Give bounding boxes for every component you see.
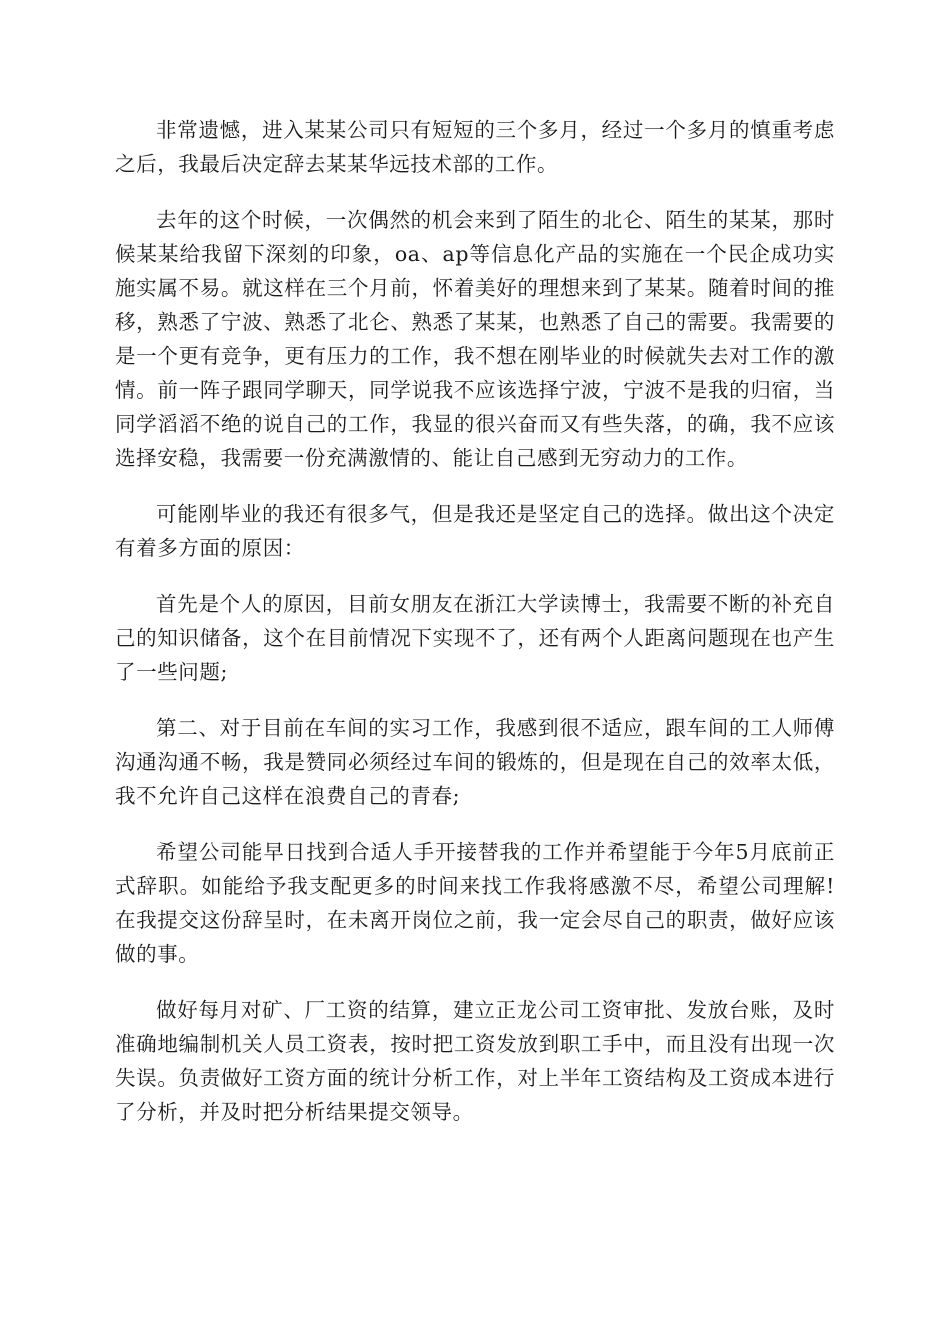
paragraph-2: 去年的这个时候，一次偶然的机会来到了陌生的北仑、陌生的某某，那时候某某给我留下深刻的印象，oa、ap等信息化产品的实施在一个民企成功实施实属不易。就这样在三个月前，怀着美好的理想来到了某某。随着时间的推移，熟悉了宁波、熟悉了北仑、熟悉了某某，也熟悉了自己的需要。我需要的是一个更有竞争，更有压力的工作，我不想在刚毕业的时候就失去对工作的激情。前一阵子跟同学聊天，同学说我不应该选择宁波，宁波不是我的归宿，当同学滔滔不绝的说自己的工作，我显的很兴奋而又有些失落，的确，我不应该选择安稳，我需要一份充满激情的、能让自己感到无穷动力的工作。 — [115, 208, 835, 470]
paragraph-6: 希望公司能早日找到合适人手开接替我的工作并希望能于今年5月底前正式辞职。如能给予我支配更多的时间来找工作我将感激不尽，希望公司理解!在我提交这份辞呈时，在未离开岗位之前，我一定会尽自己的职责，做好应该做的事。 — [115, 840, 835, 966]
paragraph-3: 可能刚毕业的我还有很多气，但是我还是坚定自己的选择。做出这个决定有着多方面的原因： — [115, 502, 835, 560]
paragraph-5: 第二、对于目前在车间的实习工作，我感到很不适应，跟车间的工人师傅沟通沟通不畅，我是赞同必须经过车间的锻炼的，但是现在自己的效率太低，我不允许自己这样在浪费自己的青春; — [115, 716, 835, 808]
paragraph-4: 首先是个人的原因，目前女朋友在浙江大学读博士，我需要不断的补充自己的知识储备，这个在目前情况下实现不了，还有两个人距离问题现在也产生了一些问题; — [115, 592, 835, 684]
paragraph-7: 做好每月对矿、厂工资的结算，建立正龙公司工资审批、发放台账，及时准确地编制机关人员工资表，按时把工资发放到职工手中，而且没有出现一次失误。负责做好工资方面的统计分析工作，对上半年工资结构及工资成本进行了分析，并及时把分析结果提交领导。 — [115, 998, 835, 1124]
document-body — [115, 113, 835, 1129]
paragraph-1: 非常遗憾，进入某某公司只有短短的三个多月，经过一个多月的慎重考虑之后，我最后决定辞去某某华远技术部的工作。 — [115, 118, 835, 176]
